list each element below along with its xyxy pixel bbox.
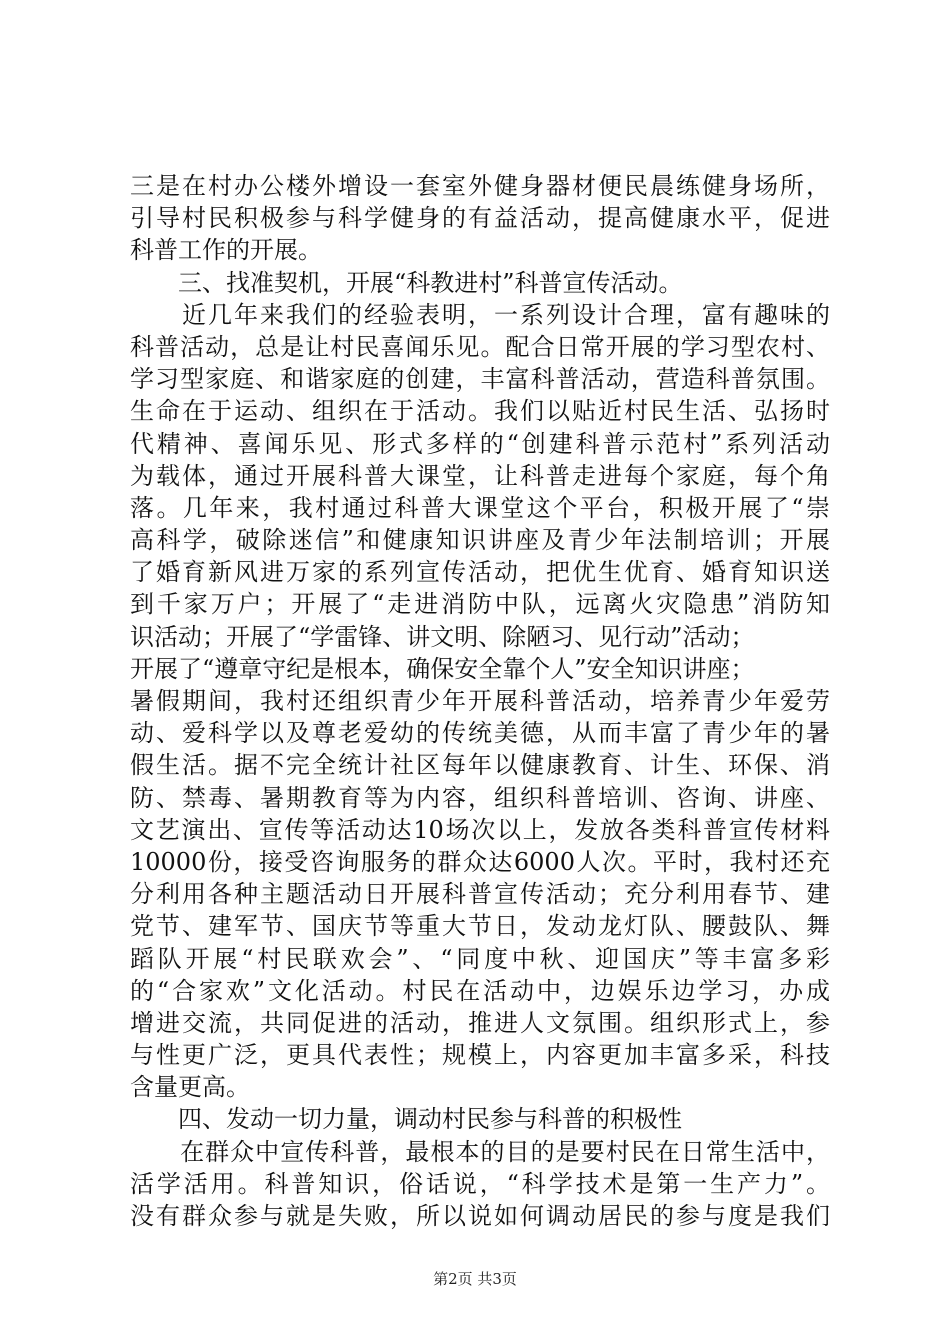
text-line: 落。几年来，我村通过科普大课堂这个平台，积极开展了“崇	[130, 493, 830, 522]
text-line: 分利用各种主题活动日开展科普宣传活动；充分利用春节、建	[130, 880, 830, 909]
text-line: 近几年来我们的经验表明，一系列设计合理，富有趣味的	[130, 300, 830, 329]
text-line: 学习型家庭、和谐家庭的创建，丰富科普活动，营造科普氛围。	[130, 365, 830, 394]
text-line: 代精神、喜闻乐见、形式多样的“创建科普示范村”系列活动	[130, 429, 830, 458]
text-line: 暑假期间，我村还组织青少年开展科普活动，培养青少年爱劳	[130, 687, 830, 715]
text-line: 假生活。据不完全统计社区每年以健康教育、计生、环保、消	[130, 751, 830, 780]
text-line: 识活动；开展了“学雷锋、讲文明、除陋习、见行动”活动；	[130, 622, 755, 651]
text-line: 没有群众参与就是失败，所以说如何调动居民的参与度是我们	[130, 1202, 830, 1230]
text-line: 文艺演出、宣传等活动达10场次以上，发放各类科普宣传材料	[130, 815, 830, 844]
text-line: 生命在于运动、组织在于活动。我们以贴近村民生活、弘扬时	[130, 397, 830, 426]
page-number-footer: 第2页 共3页	[433, 1270, 517, 1288]
text-line: 为载体，通过开展科普大课堂，让科普走进每个家庭，每个角	[130, 461, 830, 490]
text-line: 科普活动，总是让村民喜闻乐见。配合日常开展的学习型农村、	[130, 332, 830, 361]
text-line: 防、禁毒、暑期教育等为内容，组织科普培训、咨询、讲座、	[130, 783, 830, 812]
text-line: 在群众中宣传科普，最根本的目的是要村民在日常生活中，	[130, 1137, 830, 1166]
text-line: 蹈队开展“村民联欢会”、“同度中秋、迎国庆”等丰富多彩	[130, 944, 830, 973]
text-line: 增进交流，共同促进的活动，推进人文氛围。组织形式上，参	[130, 1008, 830, 1037]
text-line: 了婚育新风进万家的系列宣传活动，把优生优育、婚育知识送	[130, 558, 830, 587]
text-line: 三是在村办公楼外增设一套室外健身器材便民晨练健身场所，	[130, 172, 830, 200]
text-line: 活学活用。科普知识，俗话说，“科学技术是第一生产力”。	[130, 1169, 830, 1198]
text-line: 10000份，接受咨询服务的群众达6000人次。平时，我村还充	[130, 847, 830, 876]
section-heading: 三、找准契机，开展“科教进村”科普宣传活动。	[130, 268, 683, 297]
section-heading: 四、发动一切力量，调动村民参与科普的积极性	[130, 1105, 682, 1134]
text-line: 与性更广泛，更具代表性；规模上，内容更加丰富多采，科技	[130, 1041, 830, 1070]
text-line: 引导村民积极参与科学健身的有益活动，提高健康水平，促进	[130, 204, 830, 233]
document-body	[130, 170, 830, 1232]
text-line: 高科学，破除迷信”和健康知识讲座及青少年法制培训；开展	[130, 526, 830, 555]
text-line: 党节、建军节、国庆节等重大节日，发动龙灯队、腰鼓队、舞	[130, 912, 830, 941]
text-line: 到千家万户；开展了“走进消防中队，远离火灾隐患”消防知	[130, 590, 830, 619]
text-line: 的“合家欢”文化活动。村民在活动中，边娱乐边学习，办成	[130, 976, 830, 1005]
text-line: 开展了“遵章守纪是根本，确保安全靠个人”安全知识讲座；	[130, 654, 755, 683]
text-line: 科普工作的开展。	[130, 236, 322, 265]
text-line: 动、爱科学以及尊老爱幼的传统美德，从而丰富了青少年的暑	[130, 719, 830, 748]
text-line: 含量更高。	[130, 1073, 250, 1102]
